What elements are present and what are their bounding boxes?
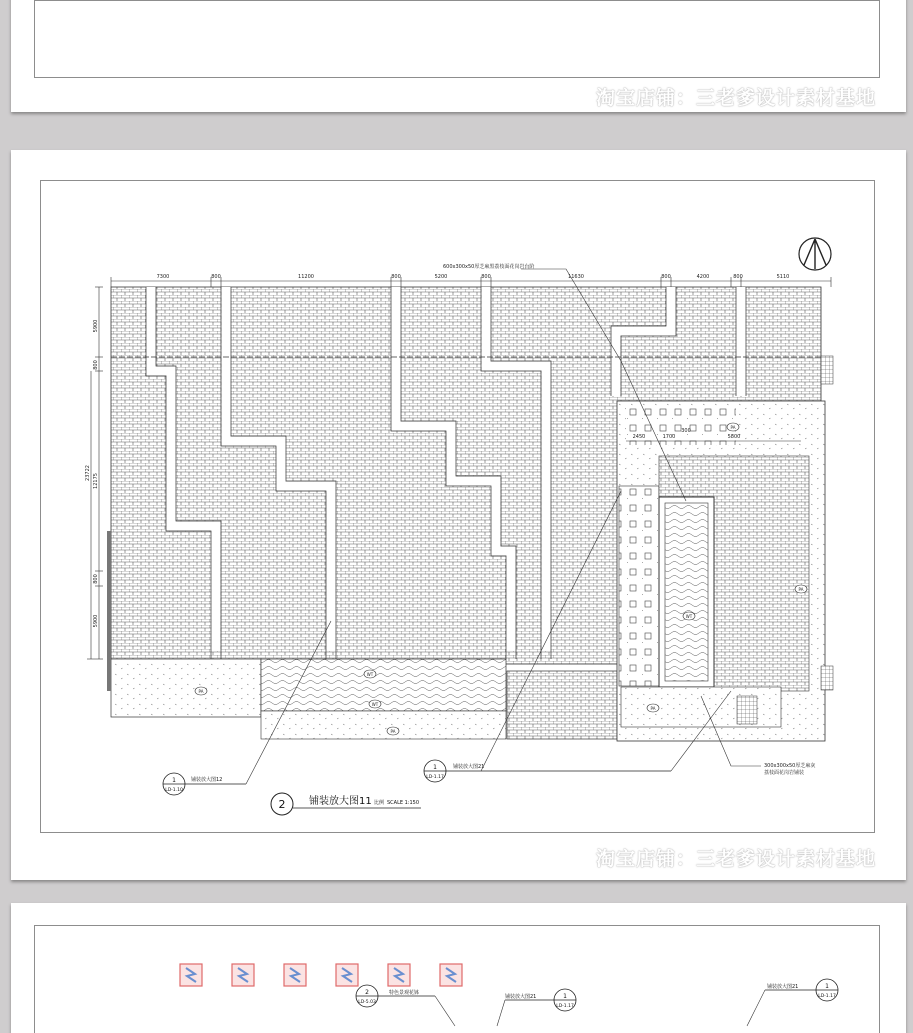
dim-top: 4200 (696, 274, 710, 280)
svg-text:铺装放大图21: 铺装放大图21 (505, 994, 537, 1000)
svg-text:特色景观花钵: 特色景观花钵 (389, 990, 420, 996)
svg-text:1: 1 (825, 983, 829, 990)
drawing-title (271, 793, 421, 815)
watermark: 淘宝店铺：三老爹设计素材基地 (595, 87, 876, 109)
drawing-title-text: 铺装放大图11 (309, 796, 372, 807)
drawing-frame (40, 180, 875, 833)
svg-text:LD-1.17: LD-1.17 (556, 1004, 574, 1009)
paving-plan-drawing (41, 181, 874, 832)
svg-text:LD-1.17: LD-1.17 (426, 775, 444, 780)
dim-top: 800 (733, 274, 743, 280)
drawing-frame (34, 925, 880, 1033)
dim-inner: 1700 (662, 434, 676, 440)
material-note: 300x300x50厚芝麻灰 (764, 763, 816, 769)
detail-callout (356, 985, 455, 1026)
drawing-frame (34, 0, 880, 78)
sheet-3-drawing (35, 926, 879, 1033)
svg-text:2: 2 (278, 798, 286, 811)
dim-left: 800 (93, 360, 99, 370)
dim-inner: 300 (681, 428, 691, 434)
svg-text:LD-1.17: LD-1.17 (818, 994, 836, 999)
svg-text:1: 1 (172, 777, 176, 784)
dim-left: 5900 (93, 614, 99, 628)
dim-top: 11630 (568, 274, 584, 280)
svg-text:1: 1 (433, 764, 437, 771)
svg-text:铺装放大图21: 铺装放大图21 (453, 764, 485, 770)
dim-left: 800 (93, 574, 99, 584)
drawing-sheet-1 (11, 0, 906, 112)
svg-text:SCALE 1:150: SCALE 1:150 (387, 800, 420, 806)
detail-callout (747, 979, 838, 1026)
square-paving (619, 486, 659, 686)
dim-top: 11200 (298, 274, 314, 280)
material-tag: PA (198, 689, 204, 694)
svg-text:2: 2 (365, 989, 369, 996)
dim-top: 800 (481, 274, 491, 280)
material-tag: WT (371, 702, 379, 707)
dim-top: 7300 (156, 274, 170, 280)
svg-text:LD-5.03: LD-5.03 (358, 1000, 376, 1005)
material-note: 荔枝面花岗岩铺装 (764, 770, 805, 776)
dim-left: 5900 (93, 319, 99, 333)
dim-left-total: 23722 (85, 465, 91, 481)
dim-top: 5110 (776, 274, 790, 280)
material-tag: PA (390, 729, 396, 734)
drawing-sheet-2 (11, 150, 906, 880)
granite-paving-area (111, 659, 261, 717)
dim-top: 5200 (434, 274, 448, 280)
svg-text:LD-1.10: LD-1.10 (165, 788, 183, 793)
svg-text:铺装放大图21: 铺装放大图21 (767, 984, 799, 990)
dim-top: 800 (391, 274, 401, 280)
material-tag: PA (798, 587, 804, 592)
material-tag: PA (730, 425, 736, 430)
pool (665, 503, 708, 681)
dim-inner: 5800 (727, 434, 741, 440)
svg-text:比例: 比例 (374, 800, 385, 806)
dim-top: 800 (661, 274, 671, 280)
watermark: 淘宝店铺：三老爹设计素材基地 (595, 848, 876, 870)
dim-inner: 2450 (632, 434, 646, 440)
svg-text:1: 1 (563, 993, 567, 1000)
dim-top: 800 (211, 274, 221, 280)
drawing-sheet-3 (11, 903, 906, 1033)
material-tag: WT (366, 672, 374, 677)
north-arrow-icon (799, 238, 831, 270)
material-tag: WT (685, 614, 693, 619)
dim-left: 12175 (93, 473, 99, 489)
detail-callout (497, 989, 576, 1026)
svg-text:铺装放大图12: 铺装放大图12 (191, 777, 223, 783)
material-tag: PA (650, 706, 656, 711)
material-note: 600x300x50厚芝麻黑荔枝面花岗岩台阶 (443, 264, 535, 270)
logo-stamps (180, 964, 462, 986)
